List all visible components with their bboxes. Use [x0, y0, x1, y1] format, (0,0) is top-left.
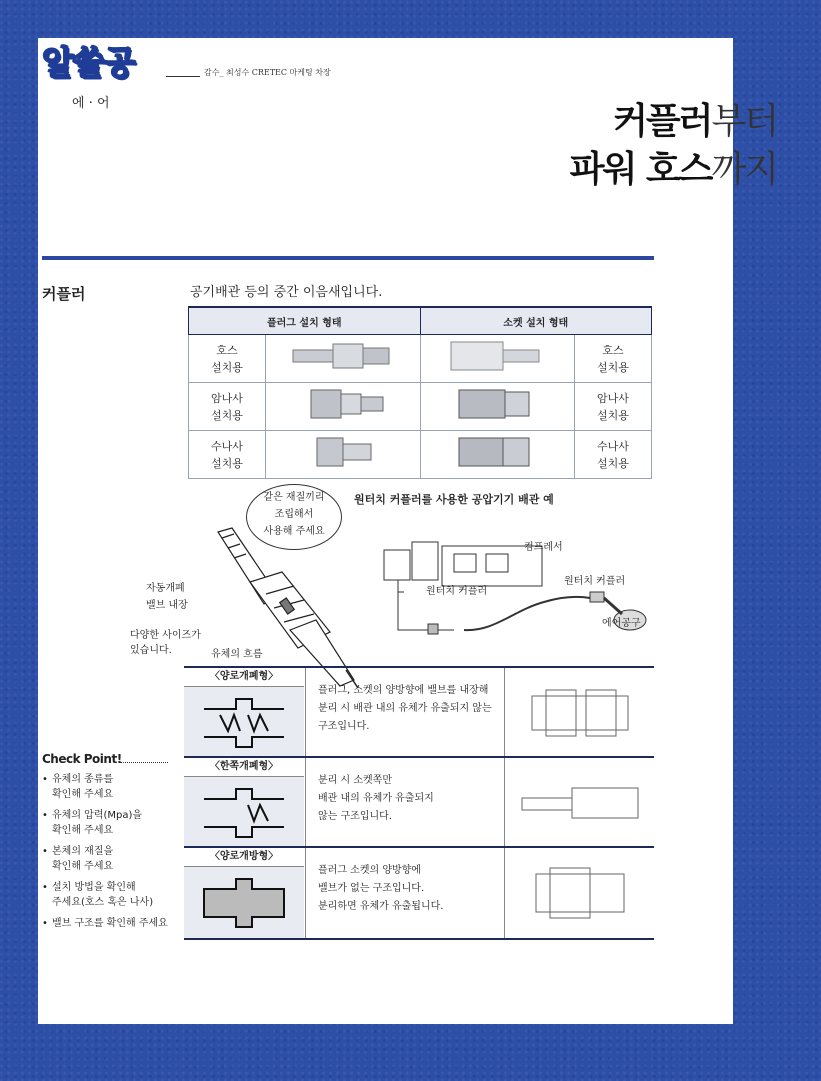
list-item: • 유체의 종류를 확인해 주세요	[42, 772, 182, 802]
title-line1-light: 부터	[711, 101, 777, 142]
check-point-list	[42, 772, 182, 937]
row-label: 호스 설치용	[189, 335, 266, 383]
row-label: 수나사 설치용	[575, 431, 652, 479]
row-label: 수나사 설치용	[189, 431, 266, 479]
logo	[42, 42, 158, 84]
valve-schematic	[184, 777, 304, 848]
coupler-table	[188, 306, 652, 479]
label-flow: 유체의 흐름	[211, 649, 263, 660]
section-description: 공기배관 등의 중간 이음새입니다.	[190, 285, 383, 300]
valve-schematic	[184, 687, 304, 758]
valve-type-tag: 〈양로개방형〉	[184, 848, 304, 867]
section-heading: 커플러	[42, 285, 86, 303]
logo-text: 알쓸공	[42, 43, 135, 82]
list-item: • 유체의 압력(Mpa)을 확인해 주세요	[42, 808, 182, 838]
plug-male-image	[266, 431, 421, 479]
label-sizes: 다양한 사이즈가 있습니다.	[130, 630, 201, 656]
valve-type-row	[184, 846, 654, 940]
piping-title: 원터치 커플러를 사용한 공압기기 배관 예	[354, 493, 554, 506]
row-label: 암나사 설치용	[189, 383, 266, 431]
valve-type-desc: 분리 시 소켓쪽만 배관 내의 유체가 유출되지 않는 구조입니다.	[305, 758, 505, 848]
valve-type-row	[184, 666, 654, 758]
valve-type-desc: 플러그, 소켓의 양방향에 밸브를 내장해 분리 시 배관 내의 유체가 유출되지 않는 구조입니다.	[305, 668, 505, 758]
plug-female-image	[266, 383, 421, 431]
table-row	[189, 335, 652, 383]
valve-drawing	[506, 848, 654, 938]
col-socket-header: 소켓 설치 형태	[420, 307, 652, 335]
author-rule	[166, 76, 200, 77]
page-title	[570, 98, 777, 194]
check-point-rule	[120, 762, 168, 763]
title-line1-bold: 커플러	[613, 101, 712, 142]
valve-type-tag: 〈한쪽개폐형〉	[184, 758, 304, 777]
label-coupler-right: 원터치 커플러	[564, 576, 626, 587]
valve-drawing	[506, 758, 654, 848]
list-item: • 설치 방법을 확인해 주세요(호스 혹은 나사)	[42, 880, 182, 910]
label-compressor: 컴프레서	[524, 542, 563, 553]
list-item: • 밸브 구조를 확인해 주세요	[42, 916, 182, 931]
title-line2-bold: 파워 호스	[569, 149, 712, 190]
logo-subtitle: 에 · 어	[72, 96, 110, 111]
callout-bubble: 같은 재질끼리 조립해서 사용해 주세요	[246, 484, 342, 550]
label-airtool: 에어공구	[602, 618, 641, 629]
title-line2-light: 까지	[711, 149, 777, 190]
row-label: 암나사 설치용	[575, 383, 652, 431]
author-credit: 감수_ 최성수 CRETEC 마케팅 차장	[204, 68, 331, 77]
socket-male-image	[420, 431, 575, 479]
valve-type-tag: 〈양로개폐형〉	[184, 668, 304, 687]
list-item: • 본체의 재질을 확인해 주세요	[42, 844, 182, 874]
socket-female-image	[420, 383, 575, 431]
section-rule	[42, 256, 654, 260]
table-row	[189, 383, 652, 431]
label-coupler-left: 원터치 커플러	[426, 586, 488, 597]
valve-drawing	[506, 668, 654, 758]
valve-schematic	[184, 867, 304, 938]
row-label: 호스 설치용	[575, 335, 652, 383]
check-point-heading: Check Point!	[42, 752, 122, 766]
socket-hose-image	[420, 335, 575, 383]
label-valve: 자동개폐 밸브 내장	[146, 583, 188, 611]
valve-type-row	[184, 756, 654, 848]
col-plug-header: 플러그 설치 형태	[189, 307, 421, 335]
table-row	[189, 431, 652, 479]
valve-type-desc: 플러그 소켓의 양방향에 밸브가 없는 구조입니다. 분리하면 유체가 유출됩니다.	[305, 848, 505, 938]
plug-hose-image	[266, 335, 421, 383]
